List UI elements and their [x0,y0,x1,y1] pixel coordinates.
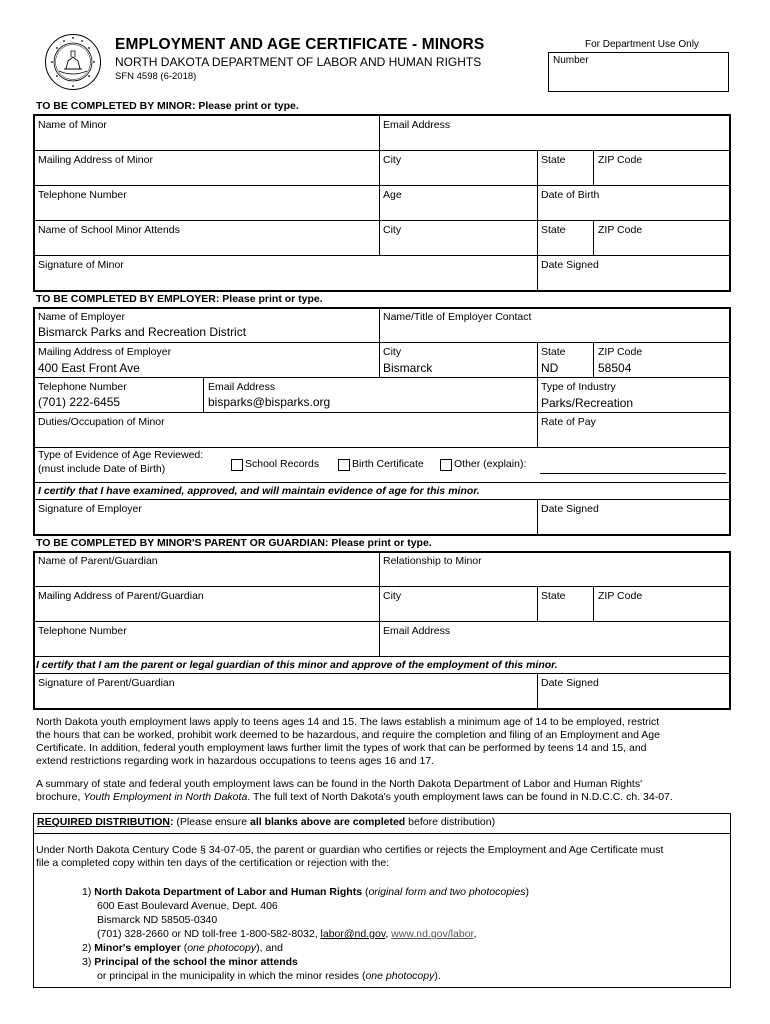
distribution-item-3: 3) Principal of the school the minor attends [82,956,298,968]
rate-of-pay-field[interactable]: Rate of Pay [541,416,596,428]
guardian-email-field[interactable]: Email Address [383,625,451,637]
evidence-sublabel: (must include Date of Birth) [38,463,166,475]
minor-mailing-address-field[interactable]: Mailing Address of Minor [38,154,153,166]
employer-name-label: Name of Employer [38,311,125,323]
employer-section-heading: TO BE COMPLETED BY EMPLOYER: Please print or type. [36,293,323,305]
duties-field[interactable]: Duties/Occupation of Minor [38,416,165,428]
school-state-field[interactable]: State [541,224,566,236]
minor-signature-field[interactable]: Signature of Minor [38,259,124,271]
employer-date-signed-field[interactable]: Date Signed [541,503,599,515]
employer-mailing-field[interactable]: 400 East Front Ave [38,361,140,375]
employer-email-label: Email Address [208,381,276,393]
minor-state-field[interactable]: State [541,154,566,166]
department-name: NORTH DAKOTA DEPARTMENT OF LABOR AND HUMAN RIGHTS [115,55,482,69]
distribution-item-1: 1) North Dakota Department of Labor and Human Rights (original form and two photocopies) [82,886,529,898]
employer-phone-field[interactable]: (701) 222-6455 [38,395,121,409]
employer-state-field[interactable]: ND [541,361,559,375]
birth-certificate-label: Birth Certificate [352,458,424,470]
guardian-city-field[interactable]: City [383,590,402,602]
minor-email-field[interactable]: Email Address [383,119,451,131]
employer-state-label: State [541,346,566,358]
form-title: EMPLOYMENT AND AGE CERTIFICATE - MINORS [115,36,485,53]
distribution-item-3-detail: or principal in the municipality in which the minor resides (one photocopy). [97,970,441,982]
address-line-1: 600 East Boulevard Avenue, Dept. 406 [97,900,278,912]
minor-age-field[interactable]: Age [383,189,402,201]
guardian-telephone-field[interactable]: Telephone Number [38,625,127,637]
employer-city-field[interactable]: Bismarck [383,361,433,375]
employer-name-field[interactable]: Bismarck Parks and Recreation District [38,325,247,339]
website-link[interactable]: www.nd.gov/labor [391,928,474,940]
address-line-2: Bismarck ND 58505-0340 [97,914,218,926]
relationship-field[interactable]: Relationship to Minor [383,555,482,567]
minor-school-field[interactable]: Name of School Minor Attends [38,224,180,236]
guardian-section-heading: TO BE COMPLETED BY MINOR'S PARENT OR GUARDIAN: Please print or type. [36,537,432,549]
state-seal-logo [44,33,102,91]
minor-zip-field[interactable]: ZIP Code [598,154,643,166]
minor-section-heading: TO BE COMPLETED BY MINOR: Please print or type. [36,100,299,112]
industry-label: Type of Industry [541,381,616,393]
form-number: SFN 4598 (6-2018) [115,71,197,82]
industry-field[interactable]: Parks/Recreation [541,396,634,410]
employer-zip-field[interactable]: 58504 [598,361,632,375]
employer-phone-label: Telephone Number [38,381,127,393]
distribution-intro: Under North Dakota Century Code § 34-07-05, the parent or guardian who certifies or rejects the Employment and Age Certificate must file a completed copy within ten days of the certification or rejection with the: [36,844,664,869]
guardian-state-field[interactable]: State [541,590,566,602]
minor-telephone-field[interactable]: Telephone Number [38,189,127,201]
brochure-title: Youth Employment in North Dakota [83,791,248,803]
employer-email-field[interactable]: bisparks@bisparks.org [208,395,331,409]
employer-contact-field[interactable]: Name/Title of Employer Contact [383,311,532,323]
birth-certificate-checkbox[interactable] [338,459,350,471]
school-zip-field[interactable]: ZIP Code [598,224,643,236]
guardian-mailing-field[interactable]: Mailing Address of Parent/Guardian [38,590,204,602]
employer-signature-field[interactable]: Signature of Employer [38,503,142,515]
distribution-item-2: 2) Minor's employer (one photocopy), and [82,942,283,954]
email-link[interactable]: labor@nd.gov [320,928,386,940]
guardian-name-field[interactable]: Name of Parent/Guardian [38,555,158,567]
distribution-heading-line: REQUIRED DISTRIBUTION: (Please ensure all blanks above are completed before distribution) [37,816,496,828]
guardian-certification: I certify that I am the parent or legal guardian of this minor and approve of the employment of this minor. [36,659,558,671]
address-line-3: (701) 328-2660 or ND toll-free 1-800-582-8032, labor@nd.gov, www.nd.gov/labor, [97,928,477,940]
minor-city-field[interactable]: City [383,154,402,166]
employer-zip-label: ZIP Code [598,346,643,358]
evidence-label: Type of Evidence of Age Reviewed: [38,449,204,461]
guardian-zip-field[interactable]: ZIP Code [598,590,643,602]
department-number-field[interactable] [548,52,729,92]
minor-section-box [33,114,731,292]
other-evidence-checkbox[interactable] [440,459,452,471]
guardian-signature-field[interactable]: Signature of Parent/Guardian [38,677,175,689]
other-evidence-label: Other (explain): [454,458,527,470]
minor-name-field[interactable]: Name of Minor [38,119,107,131]
minor-date-signed-field[interactable]: Date Signed [541,259,599,271]
employer-mailing-label: Mailing Address of Employer [38,346,172,358]
school-records-label: School Records [245,458,320,470]
other-explain-line[interactable] [540,473,726,474]
distribution-heading: REQUIRED DISTRIBUTION [37,816,171,828]
youth-laws-paragraph: North Dakota youth employment laws apply to teens ages 14 and 15. The laws establish a minimum age of 14 to be employed, restrict the hours that can be worked, prohibit work deemed to be hazardous, and require the completion and filing of an Employment and Age Certificate. In addition, federal youth employment laws further limit the types of work that can be performed by teens 14 and 15, and extend restrictions regarding work in hazardous occupations to teens ages 16 and 17. [36,716,660,767]
employer-certification: I certify that I have examined, approved, and will maintain evidence of age for this minor. [38,485,480,497]
school-city-field[interactable]: City [383,224,402,236]
guardian-date-signed-field[interactable]: Date Signed [541,677,599,689]
distribution-list [82,885,529,983]
minor-dob-field[interactable]: Date of Birth [541,189,600,201]
number-label: Number [553,55,589,66]
school-records-checkbox[interactable] [231,459,243,471]
summary-paragraph: A summary of state and federal youth employment laws can be found in the North Dakota Department of Labor and Human Rights' brochure, Youth Employment in North Dakota. The full text of North Dakota's youth employment laws can be found in N.D.C.C. ch. 34-07. [36,778,673,803]
department-use-label: For Department Use Only [585,39,699,50]
employer-city-label: City [383,346,402,358]
